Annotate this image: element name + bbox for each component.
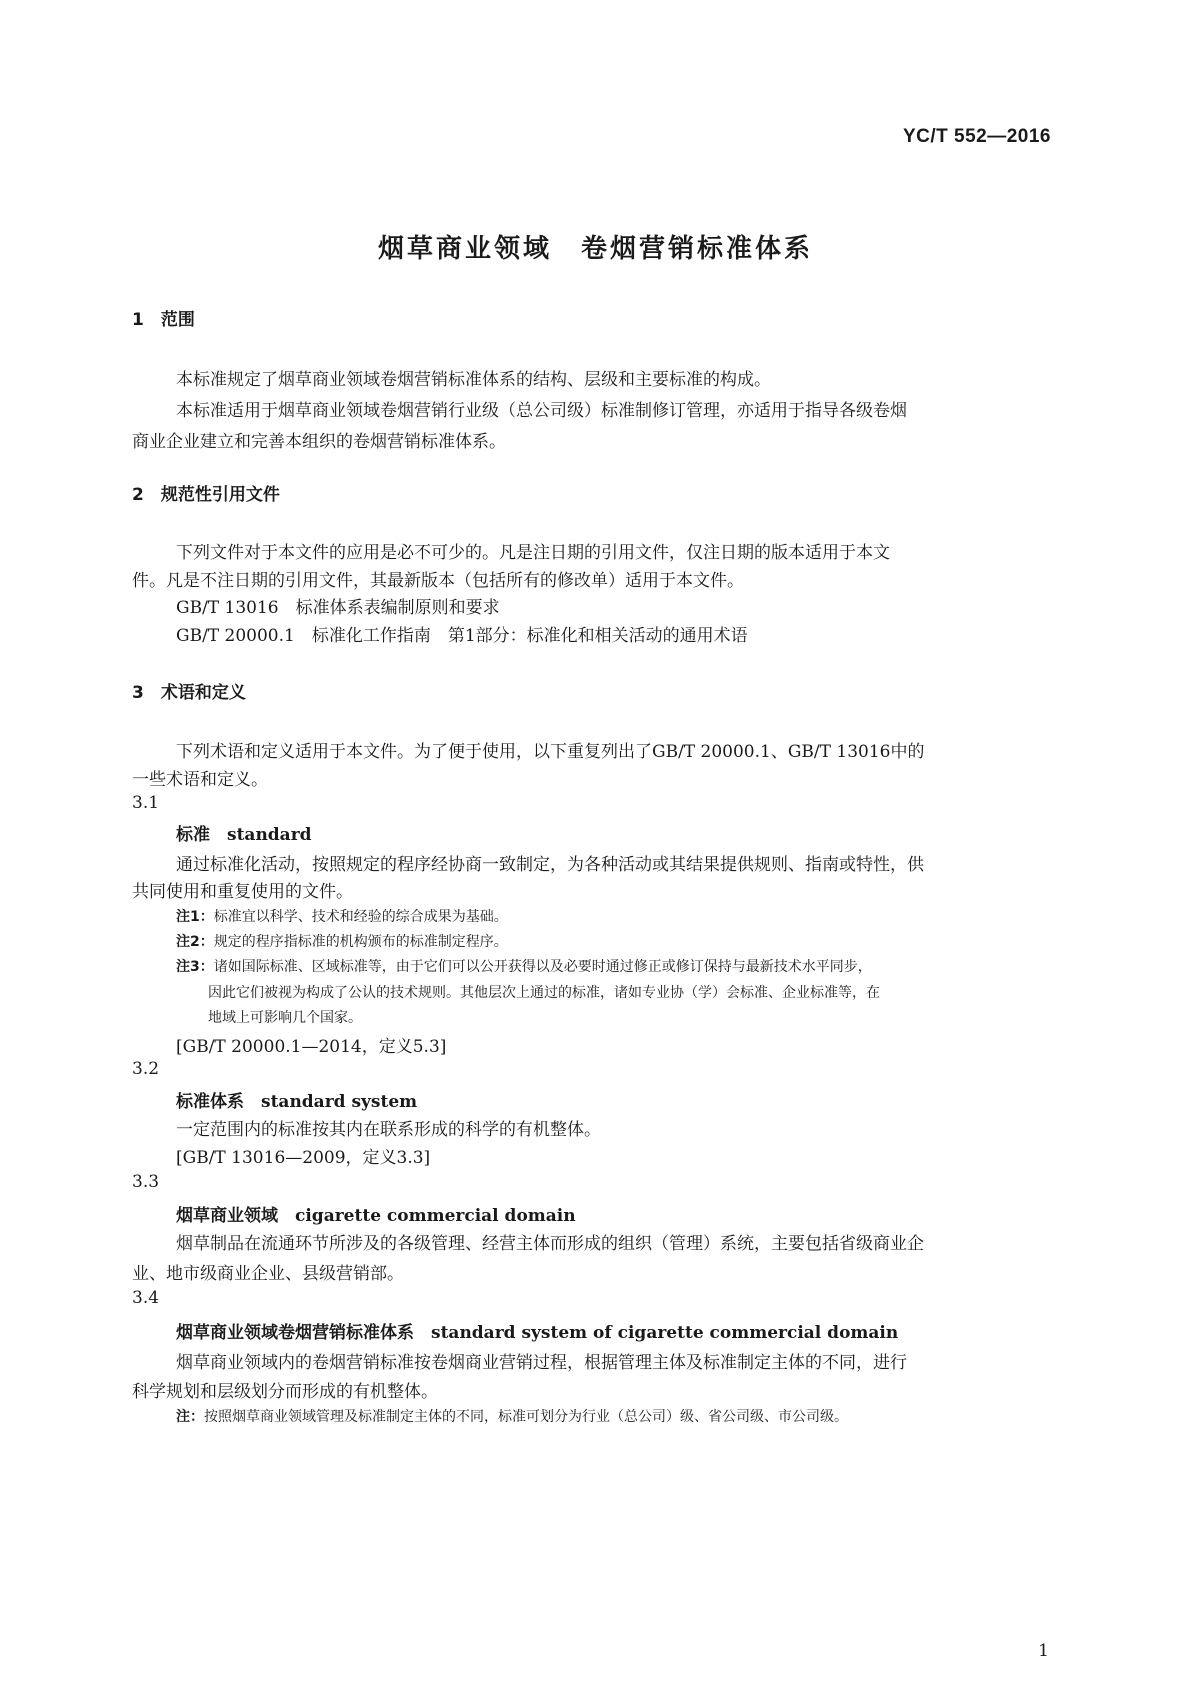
term-3-4-title: 烟草商业领域卷烟营销标准体系 standard system of cigarette commercial domain [176,1323,899,1343]
term-3-4-note-text: 按照烟草商业领域管理及标准制定主体的不同，标准可划分为行业（总公司）级、省公司级、市公司级。 [204,1409,848,1425]
term-3-3-number: 3.3 [132,1172,160,1192]
note-3-text: 诸如国际标准、区域标准等，由于它们可以公开获得以及必要时通过修正或修订保持与最新技术水平同步， [213,959,872,975]
term-3-2-number: 3.2 [132,1059,160,1079]
term-3-4-note-label: 注： [176,1409,204,1425]
normative-reference-1: GB/T 13016 标准体系表编制原则和要求 [176,598,500,618]
term-3-1-source: [GB/T 20000.1—2014，定义5.3] [176,1037,447,1057]
term-3-4-definition-line-2: 科学规划和层级划分而形成的有机整体。 [132,1382,438,1402]
term-3-4-note [176,1406,848,1426]
section-3-intro-line-2: 一些术语和定义。 [132,770,268,790]
term-3-1-definition-line-2: 共同使用和重复使用的文件。 [132,882,353,902]
note-2-text: 规定的程序指标准的机构颁布的标准制定程序。 [213,934,508,950]
note-3-label: 注3： [176,959,214,975]
page-number: 1 [1038,1641,1049,1661]
term-3-1-note-1 [176,906,508,926]
term-3-1-note-3-line-2: 因此它们被视为构成了公认的技术规则。其他层次上通过的标准，诸如专业协（学）会标准、企业标准等，在 [208,985,880,1001]
term-3-1-note-2 [176,931,508,951]
term-3-1-title: 标准 standard [176,825,312,845]
section-2-paragraph-line-2: 件。凡是不注日期的引用文件，其最新版本（包括所有的修改单）适用于本文件。 [132,571,744,591]
term-3-1-definition-line-1: 通过标准化活动，按照规定的程序经协商一致制定，为各种活动或其结果提供规则、指南或特性，供 [176,855,924,875]
section-2-heading: 2 规范性引用文件 [132,485,280,505]
term-3-4-number: 3.4 [132,1288,160,1308]
term-3-1-note-3-line-1 [176,956,872,976]
term-3-2-definition: 一定范围内的标准按其内在联系形成的科学的有机整体。 [176,1120,601,1140]
term-3-2-title: 标准体系 standard system [176,1092,418,1112]
section-1-heading: 1 范围 [132,310,195,330]
document-code: YC/T 552—2016 [902,126,1051,147]
term-3-2-source: [GB/T 13016—2009，定义3.3] [176,1148,431,1168]
term-3-3-definition-line-2: 业、地市级商业企业、县级营销部。 [132,1264,404,1284]
term-3-4-definition-line-1: 烟草商业领域内的卷烟营销标准按卷烟商业营销过程，根据管理主体及标准制定主体的不同，进行 [176,1353,907,1373]
section-3-heading: 3 术语和定义 [132,683,246,703]
section-3-intro-line-1: 下列术语和定义适用于本文件。为了便于使用，以下重复列出了GB/T 20000.1、GB/T 13016中的 [176,742,925,762]
note-1-label: 注1： [176,909,214,925]
section-1-paragraph-1: 本标准规定了烟草商业领域卷烟营销标准体系的结构、层级和主要标准的构成。 [176,370,771,390]
document-title: 烟草商业领域 卷烟营销标准体系 [377,234,813,264]
term-3-3-definition-line-1: 烟草制品在流通环节所涉及的各级管理、经营主体而形成的组织（管理）系统，主要包括省级商业企 [176,1234,924,1254]
note-2-label: 注2： [176,934,214,950]
section-1-paragraph-2-line-1: 本标准适用于烟草商业领域卷烟营销行业级（总公司级）标准制修订管理，亦适用于指导各级卷烟 [176,401,907,421]
term-3-1-note-3-line-3: 地域上可影响几个国家。 [208,1010,362,1026]
term-3-3-title: 烟草商业领域 cigarette commercial domain [176,1206,576,1226]
note-1-text: 标准宜以科学、技术和经验的综合成果为基础。 [213,909,508,925]
term-3-1-number: 3.1 [132,793,160,813]
section-2-paragraph-line-1: 下列文件对于本文件的应用是必不可少的。凡是注日期的引用文件，仅注日期的版本适用于本文 [176,543,890,563]
normative-reference-2: GB/T 20000.1 标准化工作指南 第1部分：标准化和相关活动的通用术语 [176,626,748,646]
section-1-paragraph-2-line-2: 商业企业建立和完善本组织的卷烟营销标准体系。 [132,432,506,452]
